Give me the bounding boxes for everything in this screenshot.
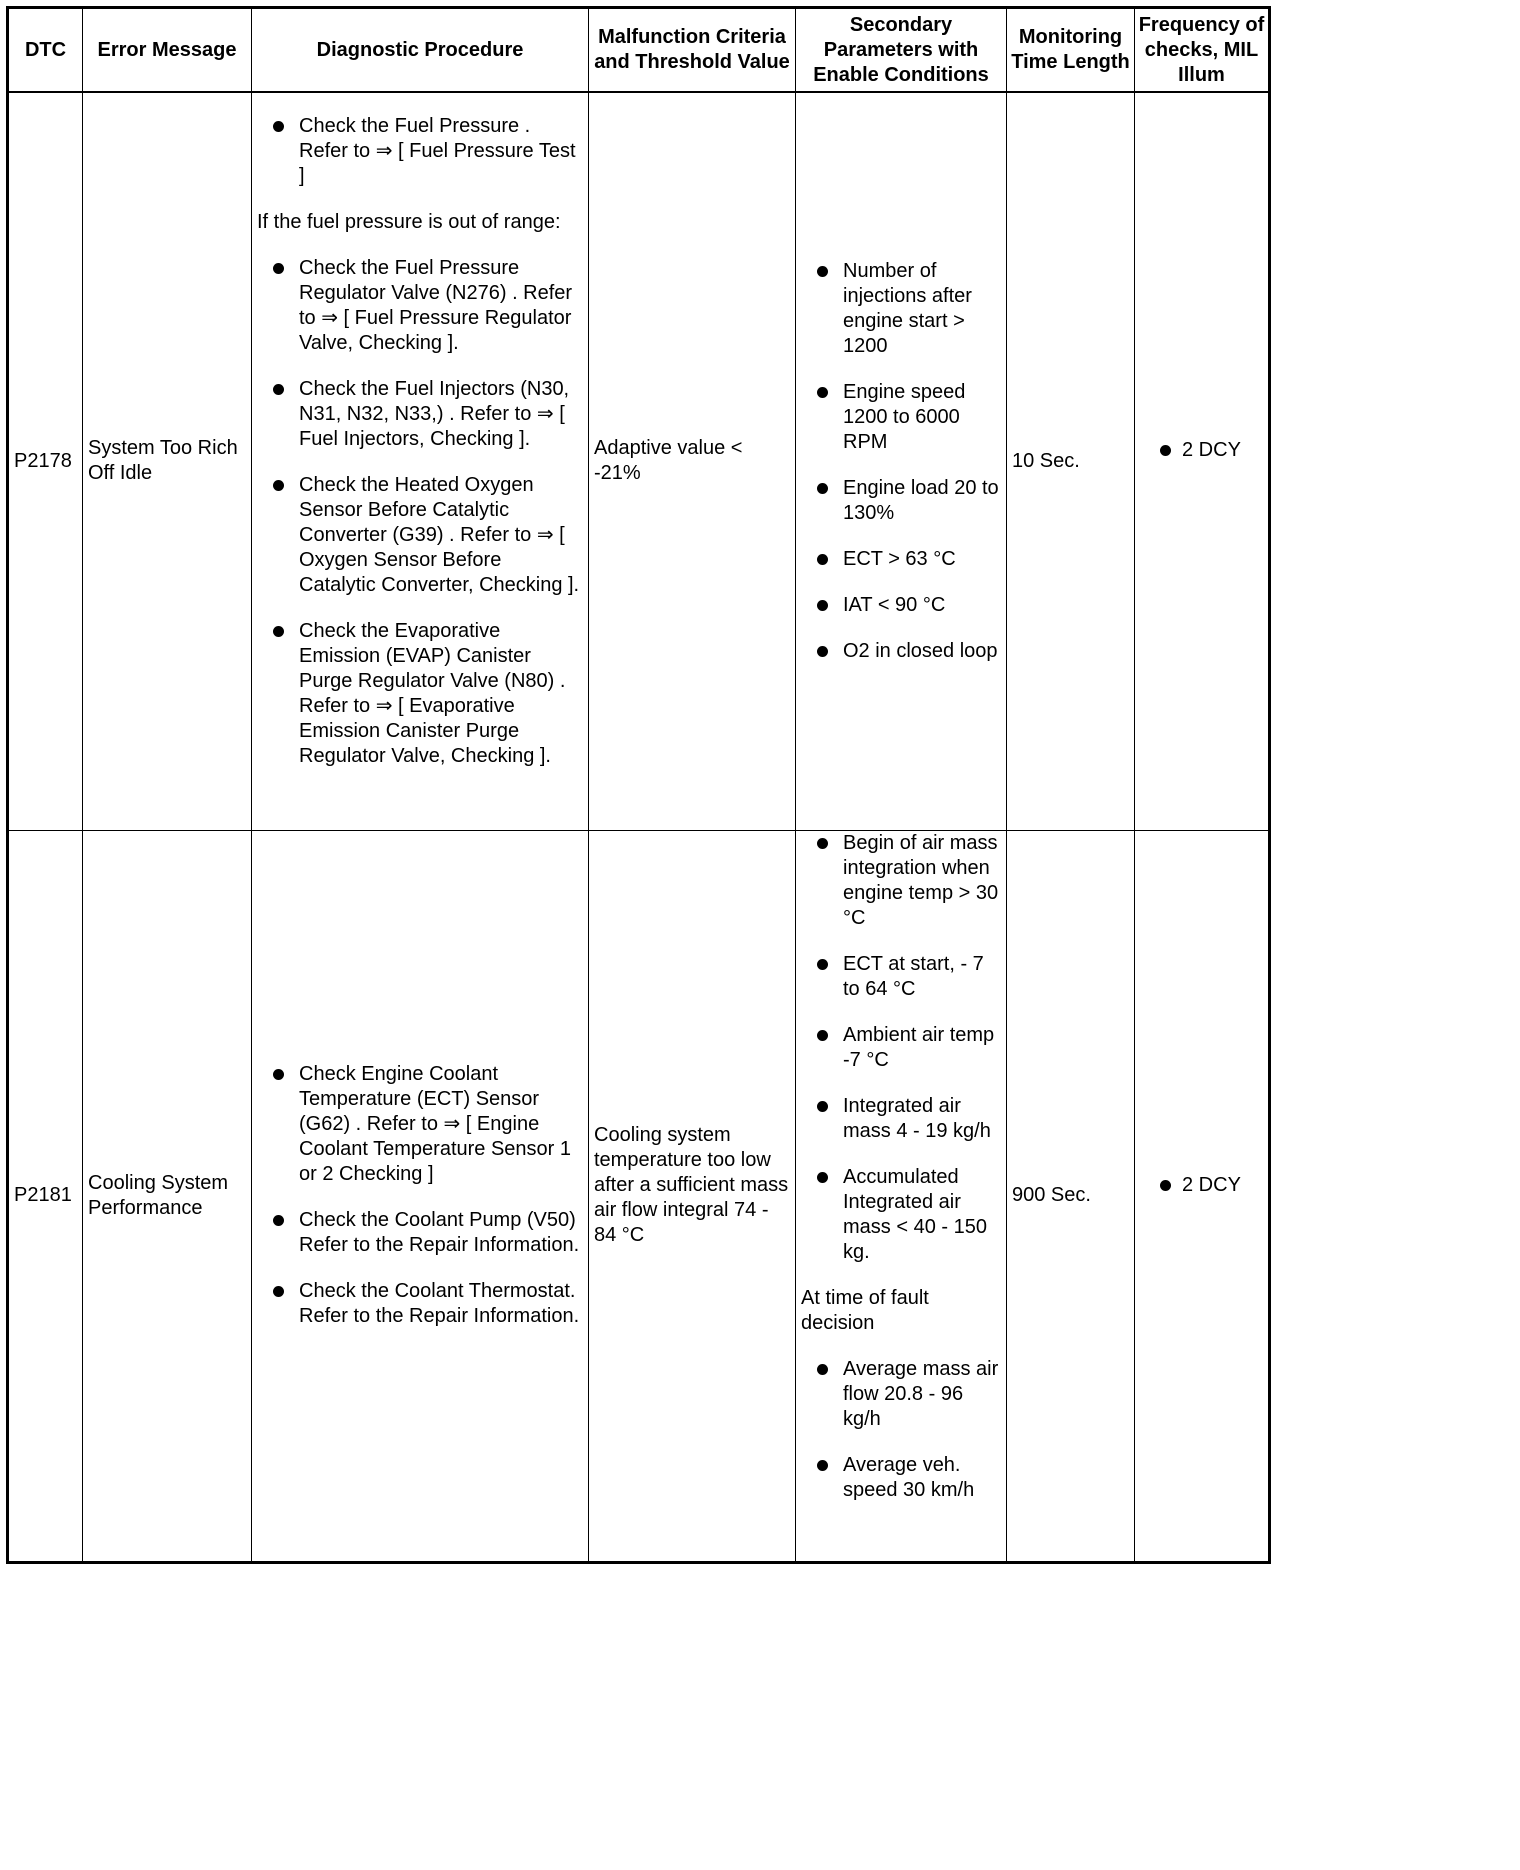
procedure-item: Check the Evaporative Emission (EVAP) Canister Purge Regulator Valve (N80) . Refer to ⇒ [ Evaporative Emission Canister Purge Regulator Valve, Checking ]. [257, 619, 583, 769]
malfunction-criteria [589, 830, 796, 1562]
procedure-item: Check Engine Coolant Temperature (ECT) Sensor (G62) . Refer to ⇒ [ Engine Coolant Temperature Sensor 1 or 2 Checking ] [257, 1062, 583, 1187]
secondary-parameters [796, 830, 1007, 1562]
frequency-cell [1135, 92, 1270, 830]
error-message: System Too Rich Off Idle [83, 92, 252, 830]
procedure-item: Check the Fuel Injectors (N30, N31, N32, N33,) . Refer to ⇒ [ Fuel Injectors, Checking ]. [257, 377, 583, 452]
secondary-item: Average veh. speed 30 km/h [801, 1453, 1001, 1503]
secondary-item: Accumulated Integrated air mass < 40 - 150 kg. [801, 1165, 1001, 1265]
monitoring-time: 900 Sec. [1007, 830, 1135, 1562]
header-error-message: Error Message [83, 8, 252, 93]
secondary-item: Engine speed 1200 to 6000 RPM [801, 380, 1001, 455]
secondary-item: Begin of air mass integration when engine temp > 30 °C [801, 831, 1001, 931]
secondary-item: ECT at start, - 7 to 64 °C [801, 952, 1001, 1002]
secondary-item: Ambient air temp -7 °C [801, 1023, 1001, 1073]
header-dtc: DTC [8, 8, 83, 93]
header-secondary-parameters: Secondary Parameters with Enable Conditions [796, 8, 1007, 93]
secondary-item: Number of injections after engine start > 1200 [801, 259, 1001, 359]
dtc-code: P2181 [8, 830, 83, 1562]
diagnostic-procedure [252, 830, 589, 1562]
secondary-item: Engine load 20 to 130% [801, 476, 1001, 526]
secondary-item: ECT > 63 °C [801, 547, 1001, 572]
frequency-cell [1135, 830, 1270, 1562]
dtc-table [6, 6, 1271, 1564]
secondary-item: IAT < 90 °C [801, 593, 1001, 618]
table-row [8, 830, 1270, 1562]
secondary-item: O2 in closed loop [801, 639, 1001, 664]
header-diagnostic-procedure: Diagnostic Procedure [252, 8, 589, 93]
header-malfunction-criteria: Malfunction Criteria and Threshold Value [589, 8, 796, 93]
error-message: Cooling System Performance [83, 830, 252, 1562]
dtc-code: P2178 [8, 92, 83, 830]
procedure-item: Check the Coolant Thermostat. Refer to the Repair Information. [257, 1279, 583, 1329]
secondary-note: At time of fault decision [801, 1286, 929, 1334]
secondary-parameters [796, 92, 1007, 830]
malfunction-text: Cooling system temperature too low after a sufficient mass air flow integral 74 - 84 °C [594, 1123, 789, 1246]
monitoring-time: 10 Sec. [1007, 92, 1135, 830]
secondary-item: Average mass air flow 20.8 - 96 kg/h [801, 1357, 1001, 1432]
procedure-item: Check the Heated Oxygen Sensor Before Catalytic Converter (G39) . Refer to ⇒ [ Oxygen Sensor Before Catalytic Converter, Checking ]. [257, 473, 583, 598]
procedure-note: If the fuel pressure is out of range: [257, 211, 561, 233]
header-row [8, 8, 1270, 93]
diagnostic-procedure [252, 92, 589, 830]
procedure-item: Check the Fuel Pressure Regulator Valve (N276) . Refer to ⇒ [ Fuel Pressure Regulator Valve, Checking ]. [257, 256, 583, 356]
frequency-value: 2 DCY [1140, 1173, 1263, 1198]
header-frequency: Frequency of checks, MIL Illum [1135, 8, 1270, 93]
frequency-value: 2 DCY [1140, 438, 1263, 463]
header-monitoring-time: Monitoring Time Length [1007, 8, 1135, 93]
procedure-item: Check the Coolant Pump (V50) Refer to the Repair Information. [257, 1208, 583, 1258]
malfunction-criteria: Adaptive value < -21% [589, 92, 796, 830]
procedure-item: Check the Fuel Pressure . Refer to ⇒ [ Fuel Pressure Test ] [257, 114, 583, 189]
secondary-item: Integrated air mass 4 - 19 kg/h [801, 1094, 1001, 1144]
table-row [8, 92, 1270, 830]
